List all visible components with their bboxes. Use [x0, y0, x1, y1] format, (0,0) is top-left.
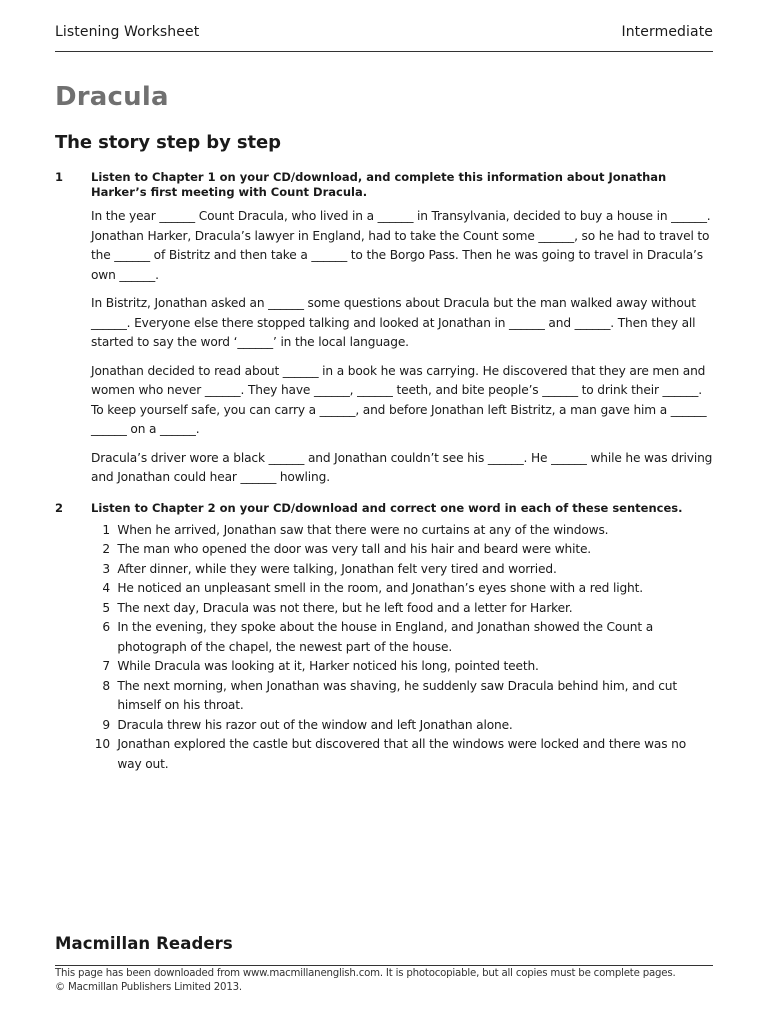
page-header — [55, 24, 713, 46]
copyright-line: © Macmillan Publishers Limited 2013. — [55, 982, 242, 993]
item-text: The next morning, when Jonathan was shaving, he suddenly saw Dracula behind him, and cut himself on his throat. — [117, 678, 678, 712]
task-number: 1 — [55, 170, 64, 184]
header-worksheet-type: Listening Worksheet — [55, 24, 200, 40]
item-number: 3 — [102, 561, 110, 576]
item-number: 9 — [102, 717, 110, 732]
item-text: Jonathan explored the castle but discovered that all the windows were locked and there was no way out. — [117, 737, 687, 771]
gap-fill-paragraph: Jonathan decided to read about ______ in a book he was carrying. He discovered that they are men and women who never ______. They have ______, ______ teeth, and bite people’s ______ to drink their ______. To keep yourself safe, you can carry a ______, and before Jonathan left Bistritz, a man gave him a ______ ______ on a ______. — [91, 363, 707, 436]
list-item — [91, 657, 713, 677]
item-text: After dinner, while they were talking, Jonathan felt very tired and worried. — [117, 561, 557, 576]
item-text: In the evening, they spoke about the house in England, and Jonathan showed the Count a photograph of the chapel, the newest part of the house. — [117, 620, 654, 654]
list-item — [91, 735, 713, 774]
download-notice: This page has been downloaded from www.macmillanenglish.com. It is photocopiable, but all copies must be complete pages. — [55, 968, 676, 979]
page-title: Dracula — [55, 82, 169, 112]
sentence-list — [91, 521, 713, 775]
item-text: The man who opened the door was very tall and his hair and beard were white. — [117, 542, 592, 556]
publisher-brand: Macmillan Readers — [55, 934, 233, 953]
gap-fill-paragraph: Dracula’s driver wore a black ______ and Jonathan couldn’t see his ______. He ______ while he was driving and Jonathan could hear ______ howling. — [91, 450, 713, 484]
item-number: 8 — [102, 678, 110, 693]
gap-fill-paragraph: In Bistritz, Jonathan asked an ______ some questions about Dracula but the man walked away without ______. Everyone else there stopped talking and looked at Jonathan in ______ and ______. Then they all started to say the word ‘______’ in the local language. — [91, 296, 696, 349]
item-number: 6 — [102, 620, 110, 634]
list-item — [91, 521, 713, 541]
task-number: 2 — [55, 501, 64, 515]
header-level: Intermediate — [621, 24, 713, 40]
header-divider — [55, 51, 713, 52]
list-item — [91, 540, 713, 560]
item-text: He noticed an unpleasant smell in the room, and Jonathan’s eyes shone with a red light. — [117, 581, 643, 595]
item-number: 7 — [102, 659, 110, 673]
task-instruction: Listen to Chapter 1 on your CD/download, and complete this information about Jonathan Harker’s first meeting with Count Dracula. — [91, 170, 667, 199]
task-2 — [55, 501, 713, 774]
item-number: 10 — [94, 737, 110, 751]
list-item — [91, 618, 713, 657]
copyright-notice — [55, 967, 715, 995]
list-item — [91, 677, 713, 716]
footer-divider — [55, 965, 713, 966]
list-item — [91, 560, 713, 580]
item-text: Dracula threw his razor out of the window and left Jonathan alone. — [117, 717, 513, 732]
item-text: The next day, Dracula was not there, but he left food and a letter for Harker. — [117, 600, 573, 615]
item-number: 4 — [102, 581, 110, 595]
task-instruction: Listen to Chapter 2 on your CD/download and correct one word in each of these sentences. — [91, 501, 683, 515]
section-title: The story step by step — [55, 132, 281, 153]
item-number: 5 — [102, 600, 110, 615]
item-number: 1 — [102, 522, 110, 537]
list-item — [91, 716, 713, 736]
list-item — [91, 599, 713, 619]
item-text: While Dracula was looking at it, Harker noticed his long, pointed teeth. — [117, 659, 539, 673]
item-text: When he arrived, Jonathan saw that there were no curtains at any of the windows. — [117, 522, 609, 537]
item-number: 2 — [102, 542, 110, 556]
list-item — [91, 579, 713, 599]
task-1 — [55, 170, 713, 488]
gap-fill-paragraph: In the year ______ Count Dracula, who lived in a ______ in Transylvania, decided to buy a house in ______. Jonathan Harker, Dracula’s lawyer in England, had to take the Count some ______, so he had to travel to the ______ of Bistritz and then take a ______ to the Borgo Pass. Then he was going to travel in Dracula’s own ______. — [91, 209, 711, 282]
